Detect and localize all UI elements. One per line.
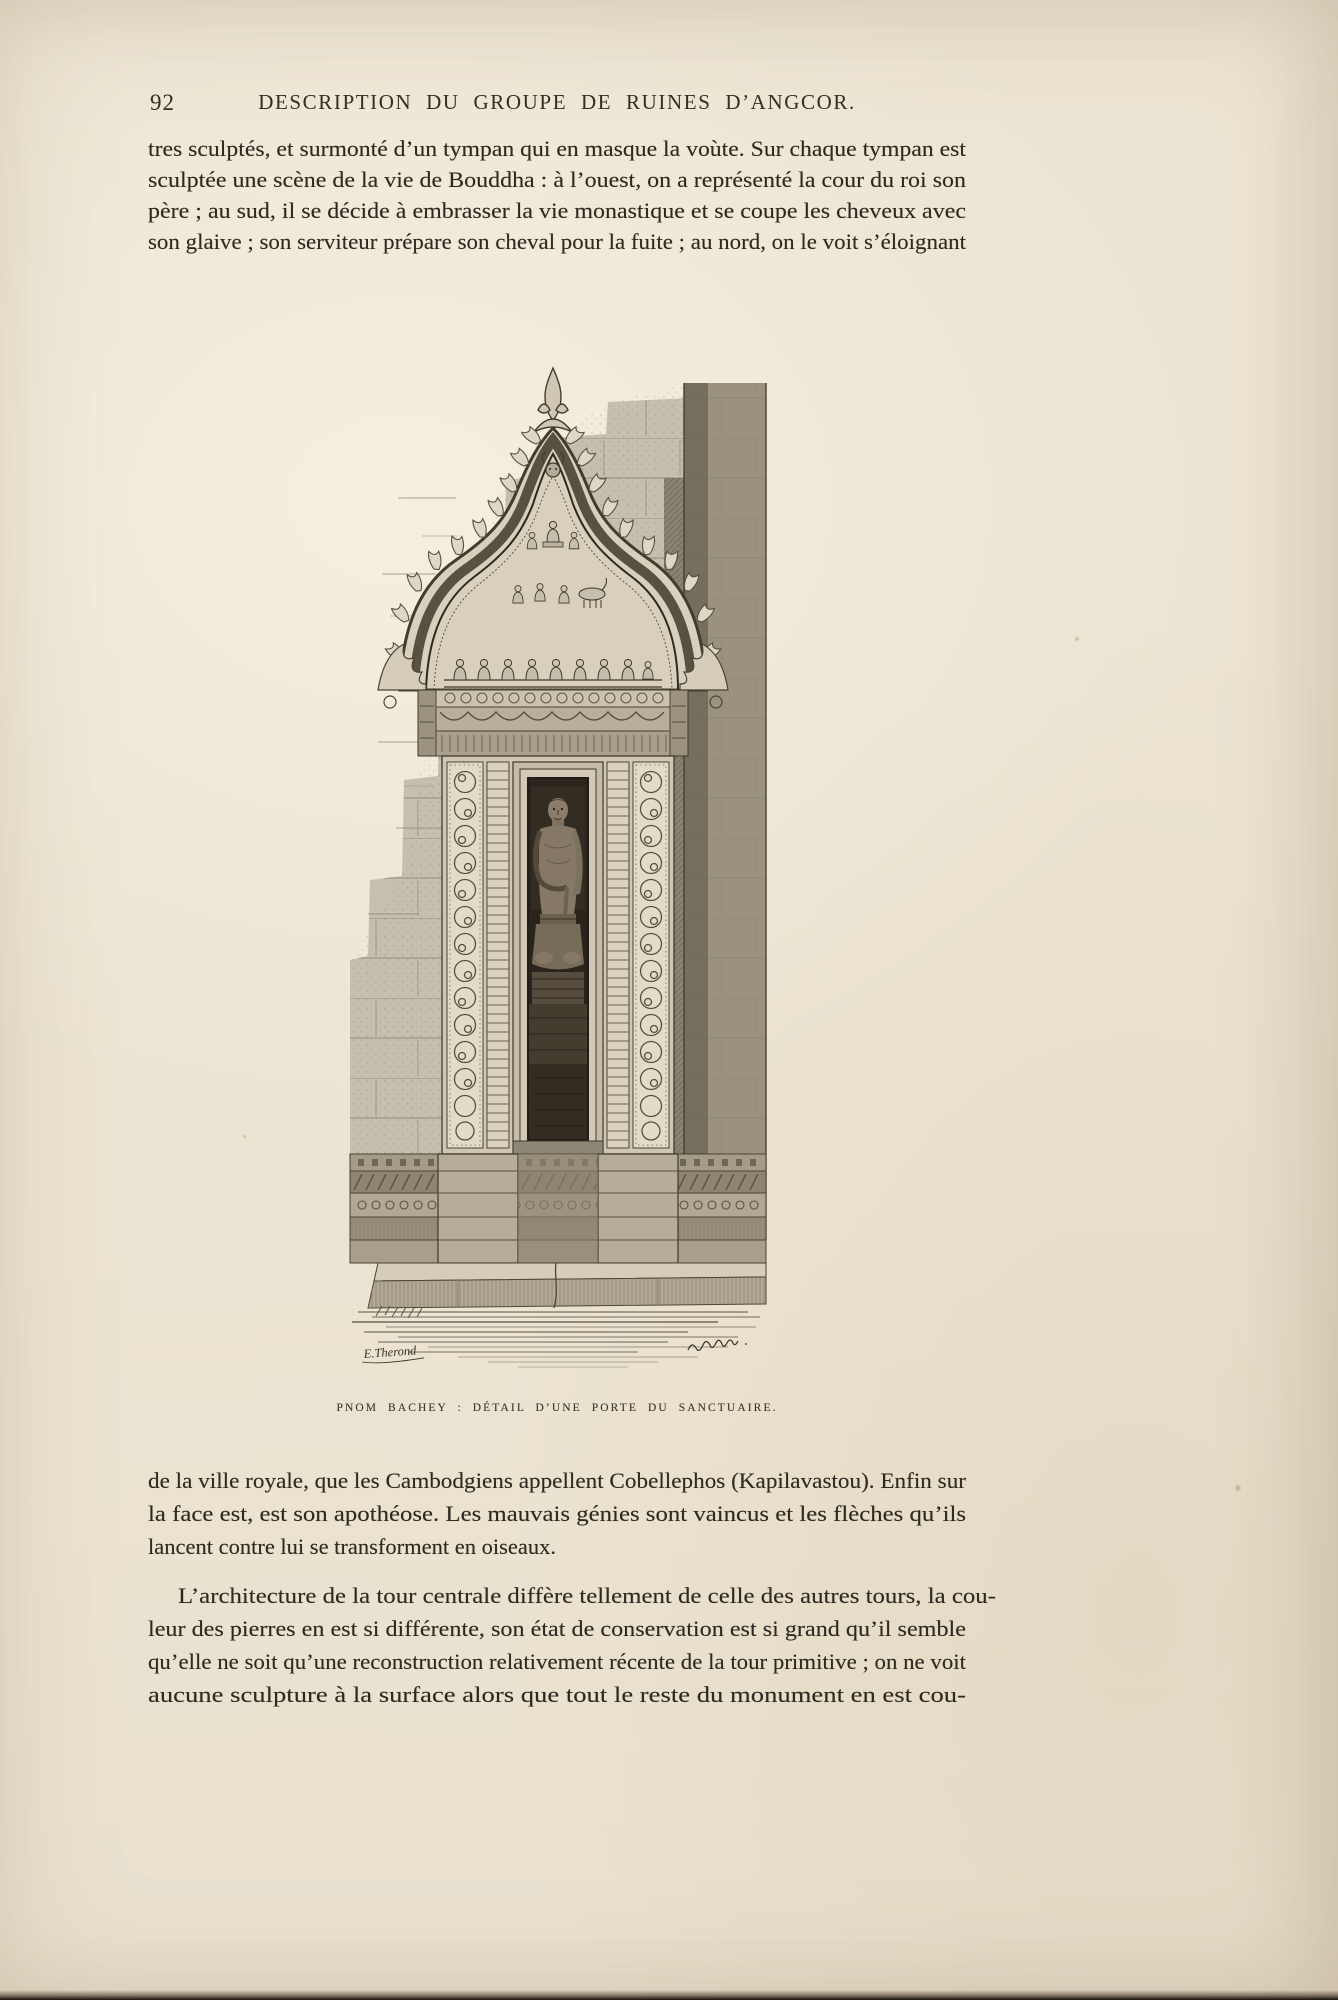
ground-hatching — [352, 1306, 760, 1367]
paragraph-bottom — [148, 1583, 996, 1715]
body-text-line — [148, 198, 966, 229]
door-surround — [442, 756, 674, 1154]
lintel-frieze — [418, 690, 688, 756]
base-moldings — [350, 1154, 766, 1263]
paper-speck — [242, 1134, 247, 1139]
body-text: son glaive ; son serviteur prépare son cheval pour la fuite ; au nord, on le voit s’éloignant — [148, 229, 966, 254]
paper-speck — [1074, 636, 1080, 642]
body-text-line — [148, 1468, 966, 1501]
page-number: 92 — [150, 90, 175, 115]
body-text: père ; au sud, il se décide à embrasser la vie monastique et se coupe les cheveux avec — [148, 198, 966, 223]
body-text: qu’elle ne soit qu’une reconstruction relativement récente de la tour primitive ; on ne voit — [148, 1649, 966, 1674]
paragraph-top — [148, 136, 966, 260]
body-text: leur des pierres en est si différente, son état de conservation est si grand qu’il semble — [148, 1616, 966, 1641]
body-text: L’architecture de la tour centrale diffère tellement de celle des autres tours, la cou- — [178, 1583, 996, 1608]
pnom-bachey-engraving — [338, 358, 768, 1392]
body-text-line — [148, 1682, 966, 1715]
door-sill — [513, 1141, 603, 1154]
artist-signature: E.Therond — [363, 1343, 417, 1361]
body-text-line — [148, 1583, 996, 1616]
body-text-line — [148, 167, 966, 198]
body-text-line — [148, 1534, 966, 1567]
flame-finial — [534, 368, 572, 432]
body-text-line — [148, 1501, 966, 1534]
body-text: de la ville royale, que les Cambodgiens appellent Cobellephos (Kapilavastou). Enfin sur — [148, 1468, 967, 1493]
figure-caption: PNOM BACHEY : DÉTAIL D’UNE PORTE DU SANCTUAIRE. — [336, 1402, 778, 1414]
running-head: DESCRIPTION DU GROUPE DE RUINES D’ANGCOR. — [258, 90, 856, 114]
sanctuary-statue — [529, 779, 587, 1139]
paragraph-middle — [148, 1468, 966, 1567]
body-text: lancent contre lui se transforment en oiseaux. — [148, 1534, 556, 1559]
body-text: aucune sculpture à la surface alors que tout le reste du monument en est cou- — [148, 1682, 966, 1707]
engraver-signature-dot — [745, 1343, 747, 1345]
body-text: la face est, est son apothéose. Les mauvais génies sont vaincus et les flèches qu’ils — [148, 1501, 967, 1526]
page-bottom-edge — [0, 1990, 1338, 2000]
figure-engraving — [338, 358, 768, 1392]
engraver-signature — [688, 1340, 738, 1350]
body-text: sculptée une scène de la vie de Bouddha : à l’ouest, on a représenté la cour du roi son — [148, 167, 966, 192]
body-text-line — [148, 136, 966, 167]
body-text-line — [148, 1649, 966, 1682]
platform-step — [368, 1263, 766, 1308]
body-text-line — [148, 229, 966, 260]
paper-speck — [1234, 1484, 1242, 1492]
body-text: tres sculptés, et surmonté d’un tympan qui en masque la voùte. Sur chaque tympan est — [148, 136, 967, 161]
body-text-line — [148, 1616, 966, 1649]
